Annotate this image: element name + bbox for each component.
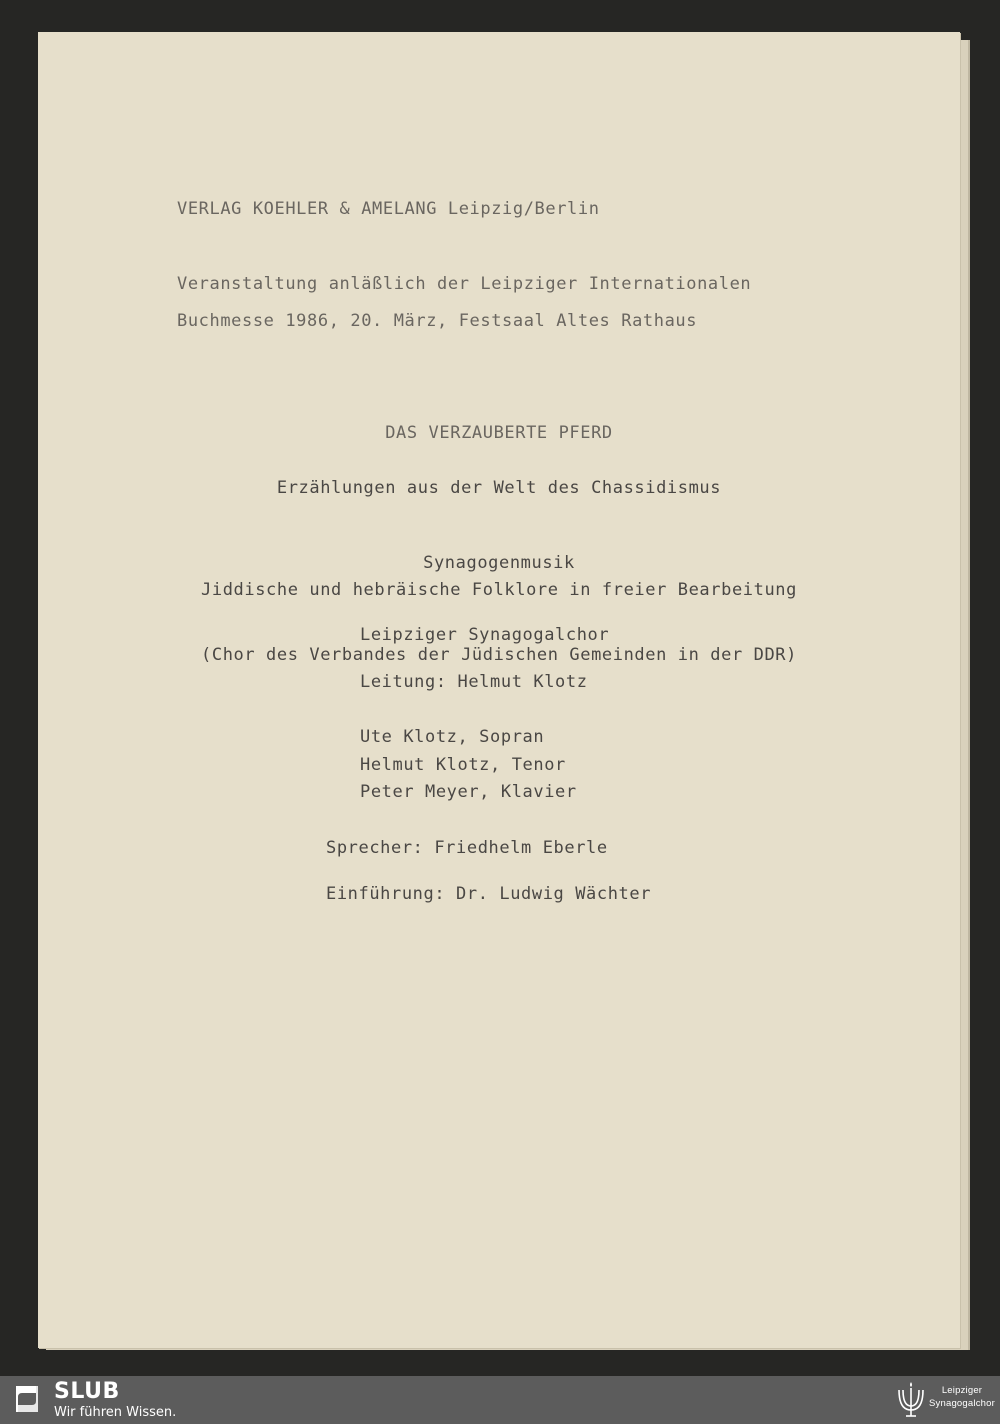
music-description: Jiddische und hebräische Folklore in freier Bearbeitung — [201, 580, 797, 600]
partner-name-line-2: Synagogalchor — [929, 1398, 995, 1409]
menorah-icon — [896, 1380, 926, 1420]
footer-bar — [0, 1376, 1000, 1424]
performer-1: Ute Klotz, Sopran — [360, 727, 545, 747]
performer-3: Peter Meyer, Klavier — [360, 782, 577, 802]
partner-name — [926, 1384, 998, 1410]
performer-2: Helmut Klotz, Tenor — [360, 755, 566, 775]
event-line-2: Buchmesse 1986, 20. März, Festsaal Altes Rathaus — [177, 311, 698, 331]
publisher-line: VERLAG KOEHLER & AMELANG Leipzig/Berlin — [177, 199, 600, 219]
slub-brand: SLUB — [54, 1379, 120, 1404]
slub-logo-icon — [12, 1384, 42, 1414]
partner-name-line-1: Leipziger — [941, 1385, 983, 1396]
document-subtitle: Erzählungen aus der Welt des Chassidismus — [276, 478, 722, 498]
music-heading: Synagogenmusik — [423, 553, 575, 573]
choir-description: (Chor des Verbandes der Jüdischen Gemeinden in der DDR) — [201, 645, 797, 665]
event-line-1: Veranstaltung anläßlich der Leipziger Internationalen — [177, 274, 752, 294]
speaker-line: Sprecher: Friedhelm Eberle — [326, 838, 608, 858]
choir-name: Leipziger Synagogalchor — [360, 625, 610, 645]
document-title: DAS VERZAUBERTE PFERD — [385, 423, 613, 443]
choir-direction: Leitung: Helmut Klotz — [360, 672, 588, 692]
introduction-line: Einführung: Dr. Ludwig Wächter — [326, 884, 652, 904]
slub-tagline: Wir führen Wissen. — [54, 1405, 177, 1420]
document-page — [38, 32, 960, 1348]
